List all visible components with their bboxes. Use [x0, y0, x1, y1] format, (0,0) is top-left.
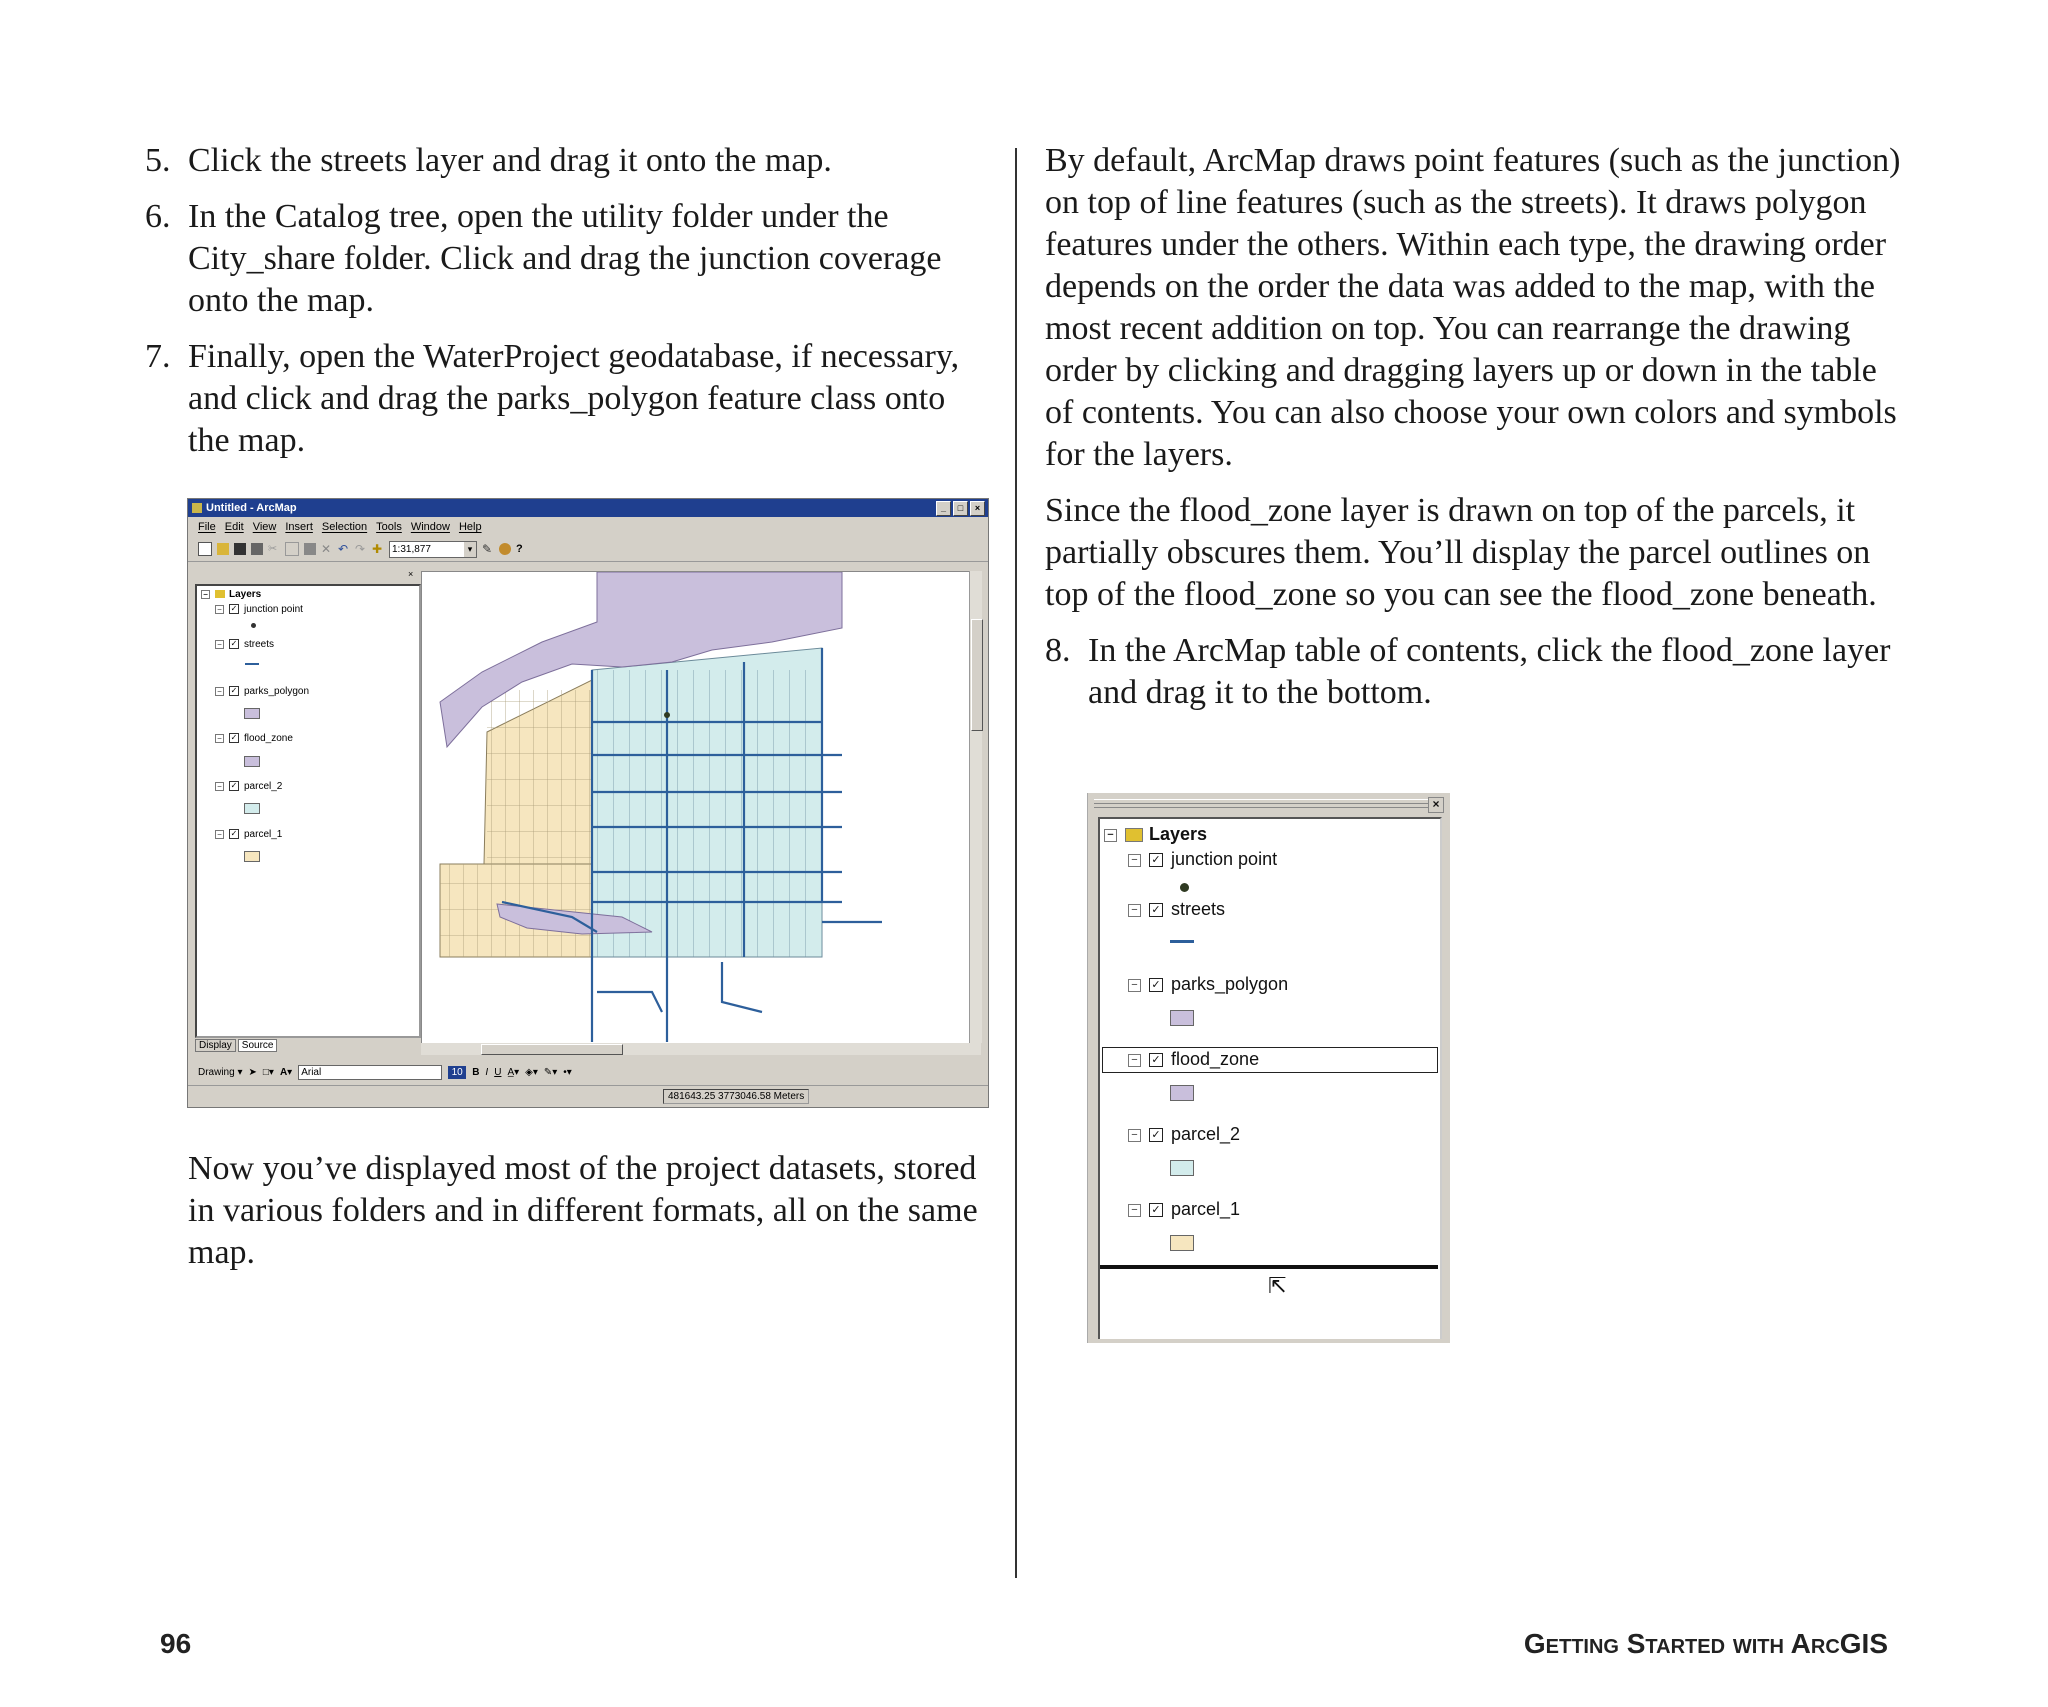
drawing-menu[interactable]: Drawing ▾	[198, 1066, 243, 1078]
new-document-icon[interactable]	[198, 542, 212, 556]
flood-symbol	[1170, 1085, 1194, 1101]
menu-selection[interactable]: Selection	[321, 521, 368, 533]
menu-window[interactable]: Window	[410, 521, 450, 533]
bold-icon[interactable]: B	[472, 1066, 480, 1078]
collapse-icon[interactable]: −	[1104, 829, 1117, 842]
close-icon[interactable]: ×	[970, 501, 985, 516]
drawing-order-paragraph: By default, ArcMap draws point features (such as the junction) on top of line features (such as the streets). It draws polygon features under the others. Within each type, the drawing order depends on the order the data was added to the map, with the most recent addition on top. You can rearrange the drawing order by clicking and dragging layers up or down in the table of contents. You can also choose your own colors and symbols for the layers.	[1045, 142, 1901, 473]
toc-root-label: Layers	[1149, 824, 1208, 844]
layer-label: parcel_1	[1171, 1199, 1241, 1219]
layer-checkbox[interactable]: ✓	[1149, 1053, 1163, 1067]
collapse-icon[interactable]: −	[215, 605, 224, 614]
menu-view[interactable]: View	[252, 521, 277, 533]
status-bar	[188, 1085, 988, 1106]
draw-toolbar	[188, 1061, 989, 1083]
line-color-icon[interactable]: ✎▾	[543, 1066, 558, 1078]
streets-symbol	[245, 663, 259, 665]
whats-this-icon[interactable]: ?	[516, 543, 523, 555]
toc-panel	[1098, 817, 1442, 1339]
toc-layer-parcel2[interactable]	[215, 780, 282, 794]
toc-close-icon[interactable]: ×	[408, 569, 414, 579]
step-6	[145, 196, 990, 322]
select-elements-icon[interactable]: ➤	[248, 1066, 257, 1078]
layers-icon	[215, 590, 225, 598]
layer-checkbox[interactable]: ✓	[230, 639, 238, 649]
arcmap-menubar	[188, 517, 988, 537]
toc-layer-junction[interactable]	[215, 603, 303, 617]
collapse-icon[interactable]: −	[1128, 1054, 1141, 1067]
toc-layer-junction[interactable]	[1128, 848, 1277, 870]
toc-root-label: Layers	[229, 589, 262, 600]
minimize-icon[interactable]: _	[936, 501, 951, 516]
flood-symbol	[244, 756, 260, 767]
map-scale-combo[interactable]: 1:31,877 ▾	[389, 541, 477, 558]
menu-help[interactable]: Help	[458, 521, 482, 533]
menu-tools[interactable]: Tools	[376, 521, 402, 533]
collapse-icon[interactable]: −	[215, 687, 224, 696]
collapse-icon[interactable]: −	[1128, 979, 1141, 992]
parcel2-symbol	[244, 803, 260, 814]
print-icon[interactable]	[251, 543, 263, 555]
layer-label: parcel_1	[244, 829, 283, 840]
toc-screenshot	[1087, 793, 1450, 1343]
text-tool-icon[interactable]: A▾	[279, 1066, 293, 1078]
copy-icon[interactable]	[285, 542, 299, 556]
collapse-icon[interactable]: −	[201, 590, 210, 599]
drop-position-indicator	[1100, 1265, 1438, 1269]
collapse-icon[interactable]: −	[215, 734, 224, 743]
open-folder-icon[interactable]	[217, 543, 229, 555]
arcmap-app-icon	[192, 503, 202, 513]
flood-zone-paragraph: Since the flood_zone layer is drawn on top of the parcels, it partially obscures them. You’ll display the parcel outlines on top of the flood_zone so you can see the flood_zone beneath.	[1045, 492, 1877, 613]
arcmap-title: Untitled - ArcMap	[206, 502, 297, 514]
layer-checkbox[interactable]: ✓	[1149, 978, 1163, 992]
arcmap-table-of-contents	[195, 584, 421, 1038]
redo-icon[interactable]: ↷	[355, 542, 366, 556]
layer-checkbox[interactable]: ✓	[1149, 853, 1163, 867]
parcel1-symbol	[244, 851, 260, 862]
scroll-thumb[interactable]	[481, 1044, 623, 1055]
toc-layer-flood[interactable]	[215, 732, 293, 746]
layer-checkbox[interactable]: ✓	[1149, 1203, 1163, 1217]
page-number: 96	[160, 1628, 192, 1659]
layer-label: flood_zone	[244, 733, 293, 744]
streets-symbol	[1170, 940, 1194, 943]
close-icon[interactable]: ×	[1428, 797, 1444, 813]
map-horizontal-scrollbar[interactable]	[421, 1043, 981, 1055]
maximize-icon[interactable]: □	[953, 501, 968, 516]
step-number: 6.	[145, 198, 171, 235]
toc-layer-parcel1[interactable]	[1128, 1198, 1240, 1220]
collapse-icon[interactable]: −	[215, 640, 224, 649]
layer-label: flood_zone	[1171, 1049, 1260, 1069]
left-column	[145, 140, 990, 462]
collapse-icon[interactable]: −	[215, 782, 224, 791]
toc-layer-flood[interactable]	[1128, 1048, 1259, 1070]
parks-symbol	[1170, 1010, 1194, 1026]
step-text: In the ArcMap table of contents, click the flood_zone layer and drag it to the bottom.	[1088, 632, 1891, 711]
layer-label: streets	[244, 639, 275, 650]
map-vertical-scrollbar[interactable]	[969, 571, 982, 1043]
parks-symbol	[244, 708, 260, 719]
underline-icon[interactable]: U	[494, 1066, 502, 1078]
step-7	[145, 336, 990, 462]
toc-root[interactable]	[1104, 823, 1207, 845]
layer-checkbox[interactable]: ✓	[230, 686, 238, 696]
map-drawing	[422, 572, 978, 1044]
step-number: 8.	[1045, 632, 1071, 669]
step-text: Finally, open the WaterProject geodatabase, if necessary, and click and drag the parks_polygon feature class onto the map.	[188, 338, 960, 459]
layer-checkbox[interactable]: ✓	[1149, 903, 1163, 917]
step-text: In the Catalog tree, open the utility folder under the City_share folder. Click and drag the junction coverage onto the map.	[188, 198, 942, 319]
toc-layer-parks[interactable]	[1128, 973, 1288, 995]
font-name-combo[interactable]: Arial	[298, 1065, 442, 1080]
layer-label: parks_polygon	[244, 686, 310, 697]
layer-label: parcel_2	[244, 781, 283, 792]
layer-checkbox[interactable]: ✓	[230, 733, 238, 743]
layer-checkbox[interactable]: ✓	[230, 604, 238, 614]
arccatalog-icon[interactable]	[499, 543, 511, 555]
rectangle-tool-icon[interactable]: □▾	[262, 1066, 274, 1078]
layer-label: junction point	[244, 604, 303, 615]
toc-grip[interactable]	[1094, 799, 1428, 808]
book-title: Getting Started with ArcGIS	[1523, 1628, 1888, 1659]
delete-icon[interactable]: ✕	[321, 542, 332, 556]
standard-toolbar	[188, 537, 988, 562]
marker-color-icon[interactable]: •▾	[563, 1066, 572, 1078]
arcmap-window-screenshot	[187, 498, 989, 1108]
collapse-icon[interactable]: −	[215, 830, 224, 839]
collapse-icon[interactable]: −	[1128, 904, 1141, 917]
toc-layer-parcel2[interactable]	[1128, 1123, 1240, 1145]
junction-symbol	[251, 623, 256, 628]
toc-tabs	[195, 1039, 277, 1052]
tab-source[interactable]: Source	[238, 1039, 278, 1052]
add-data-icon[interactable]: ✚	[372, 542, 383, 556]
paste-icon[interactable]	[304, 543, 316, 555]
step-8	[1045, 630, 1905, 714]
save-icon[interactable]	[234, 543, 246, 555]
drag-cursor-icon: ⇱	[1268, 1273, 1287, 1298]
junction-point	[664, 712, 670, 718]
step-text: Click the streets layer and drag it onto the map.	[188, 142, 832, 179]
layer-label: parks_polygon	[1171, 974, 1289, 994]
menu-insert[interactable]: Insert	[285, 521, 313, 533]
step-number: 5.	[145, 142, 171, 179]
right-column	[1045, 140, 1905, 714]
step-number: 7.	[145, 338, 171, 375]
toc-layer-parks[interactable]	[215, 685, 309, 699]
menu-file[interactable]: File	[198, 521, 216, 533]
parcel1-symbol	[1170, 1235, 1194, 1251]
toc-root[interactable]	[201, 588, 261, 602]
layer-checkbox[interactable]: ✓	[1149, 1128, 1163, 1142]
cut-icon[interactable]: ✂	[268, 543, 278, 555]
undo-icon[interactable]: ↶	[338, 542, 349, 556]
editor-icon[interactable]: ✎	[482, 542, 493, 556]
layer-label: parcel_2	[1171, 1124, 1241, 1144]
collapse-icon[interactable]: −	[1128, 1129, 1141, 1142]
junction-symbol	[1180, 883, 1189, 892]
toc-layer-streets[interactable]	[1128, 898, 1225, 920]
italic-icon[interactable]: I	[485, 1066, 489, 1078]
map-display[interactable]	[421, 571, 979, 1045]
layer-checkbox[interactable]: ✓	[230, 781, 238, 791]
fill-color-icon[interactable]: ◈▾	[525, 1066, 538, 1078]
layers-icon	[1125, 828, 1143, 842]
arcmap-titlebar	[188, 499, 988, 517]
menu-edit[interactable]: Edit	[224, 521, 244, 533]
layer-label: junction point	[1171, 849, 1278, 869]
column-divider	[1015, 148, 1017, 1578]
collapse-icon[interactable]: −	[1128, 1204, 1141, 1217]
step-5	[145, 140, 990, 182]
toc-layer-streets[interactable]	[215, 638, 274, 652]
tab-display[interactable]: Display	[195, 1039, 236, 1052]
coordinate-readout: 481643.25 3773046.58 Meters	[663, 1089, 809, 1104]
layer-checkbox[interactable]: ✓	[230, 829, 238, 839]
collapse-icon[interactable]: −	[1128, 854, 1141, 867]
font-color-icon[interactable]: A̲▾	[507, 1066, 520, 1078]
scroll-thumb[interactable]	[971, 619, 983, 731]
font-size-combo[interactable]: 10	[448, 1066, 466, 1079]
toc-layer-parcel1[interactable]	[215, 828, 282, 842]
parcel2-symbol	[1170, 1160, 1194, 1176]
after-screenshot-text: Now you’ve displayed most of the project datasets, stored in various folders and in different formats, all on the same map.	[188, 1150, 978, 1271]
layer-label: streets	[1171, 899, 1226, 919]
